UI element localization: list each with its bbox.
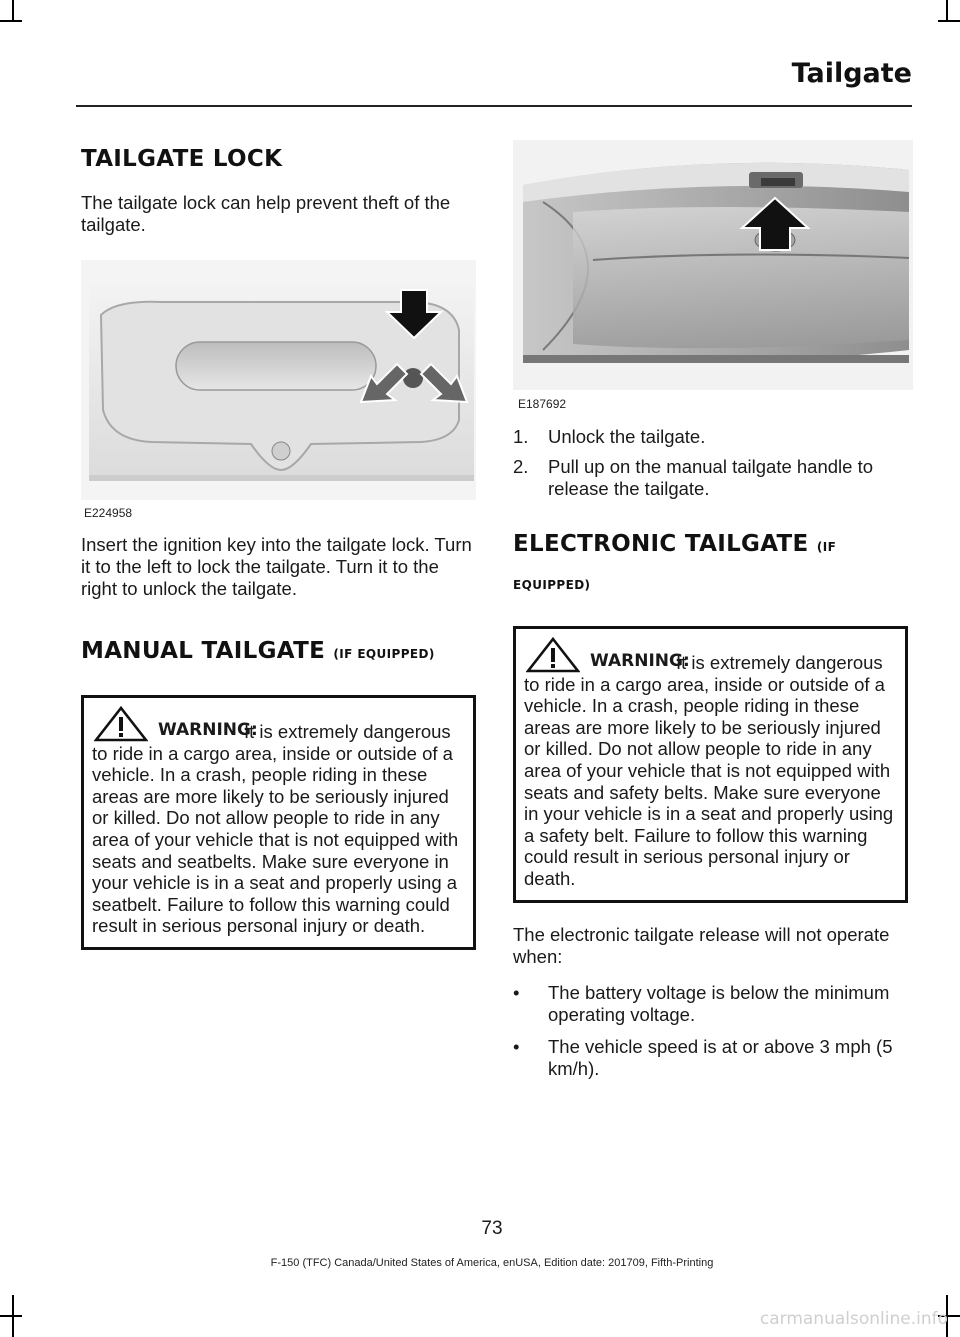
tailgate-rear-illustration <box>513 140 913 390</box>
tailgate-lock-instructions: Insert the ignition key into the tailgate lock. Turn it to the left to lock the tailgate. Turn it to the right to unlock the tailgate. <box>81 534 472 599</box>
electronic-tailgate-tag: (IF EQUIPPED) <box>513 540 837 592</box>
list-item <box>513 982 908 1026</box>
header-divider <box>76 105 912 107</box>
crop-mark <box>0 20 22 22</box>
tailgate-lock-heading: TAILGATE LOCK <box>81 146 283 172</box>
warning-label: WARNING: <box>590 651 690 672</box>
crop-mark <box>0 1315 22 1317</box>
watermark: carmanualsonline.info <box>759 1309 948 1329</box>
bullet-text: The vehicle speed is at or above 3 mph (5 km/h). <box>548 1035 893 1079</box>
tailgate-lock-intro: The tailgate lock can help prevent theft of the tailgate. <box>81 192 451 235</box>
page-number: 73 <box>481 1218 503 1239</box>
figure-id: E187692 <box>518 397 567 411</box>
manual-tailgate-title: MANUAL TAILGATE <box>81 638 326 664</box>
warning-label: WARNING: <box>158 720 258 741</box>
electronic-tailgate-figure <box>513 140 908 414</box>
warning-text: It is extremely dangerous to ride in a cargo area, inside or outside of a vehicle. In a crash, people riding in these areas are more likely to be seriously injured or killed. Do not allow people to ride in any area of your vehicle that is not equipped with seats and seatbelts. Make sure everyone in your vehicle is in a seat and properly using a seatbelt. Failure to follow this warning could result in serious personal injury or death. <box>92 721 459 937</box>
page-title: Tailgate <box>791 58 912 89</box>
release-conditions <box>513 982 908 1080</box>
lock-cylinder <box>403 368 423 388</box>
crop-mark <box>938 20 960 22</box>
warning-triangle-icon <box>526 637 580 673</box>
step-text: Unlock the tailgate. <box>548 426 706 447</box>
edition-footer: F-150 (TFC) Canada/United States of America, enUSA, Edition date: 201709, Fifth-Printing <box>270 1257 714 1269</box>
manual-tailgate-tag: (IF EQUIPPED) <box>333 647 435 661</box>
bullet-text: The battery voltage is below the minimum operating voltage. <box>548 981 890 1025</box>
warning-triangle-icon <box>94 706 148 742</box>
electronic-tailgate-warning <box>513 626 908 903</box>
left-column <box>81 146 476 950</box>
step-number: 1. <box>513 426 529 447</box>
electronic-tailgate-heading <box>513 528 908 604</box>
unlock-steps <box>513 426 908 500</box>
list-item <box>513 1036 908 1080</box>
crop-mark <box>946 0 948 22</box>
tailgate-lock-figure <box>81 260 476 525</box>
electronic-tailgate-title: ELECTRONIC TAILGATE <box>513 531 809 557</box>
step-text: Pull up on the manual tailgate handle to release the tailgate. <box>548 456 874 499</box>
warning-text: It is extremely dangerous to ride in a cargo area, inside or outside of a vehicle. In a crash, people riding in these areas are more likely to be seriously injured or killed. Do not allow people to ride in any area of your vehicle that is not equipped with seats and safety belts. Make sure everyone in your vehicle is in a seat and properly using a safety belt. Failure to follow this warning could result in serious personal injury or death. <box>524 652 894 889</box>
tailgate-handle-illustration <box>81 260 476 500</box>
release-intro: The electronic tailgate release will not operate when: <box>513 923 890 967</box>
bullet-mark: • <box>513 1035 520 1057</box>
list-item <box>513 456 908 500</box>
step-number: 2. <box>513 456 529 477</box>
figure-id: E224958 <box>84 506 133 520</box>
manual-tailgate-heading <box>81 638 476 664</box>
manual-tailgate-warning <box>81 695 476 950</box>
list-item <box>513 426 908 448</box>
right-column <box>513 146 908 1090</box>
bullet-mark: • <box>513 981 520 1003</box>
crop-mark <box>12 0 14 22</box>
